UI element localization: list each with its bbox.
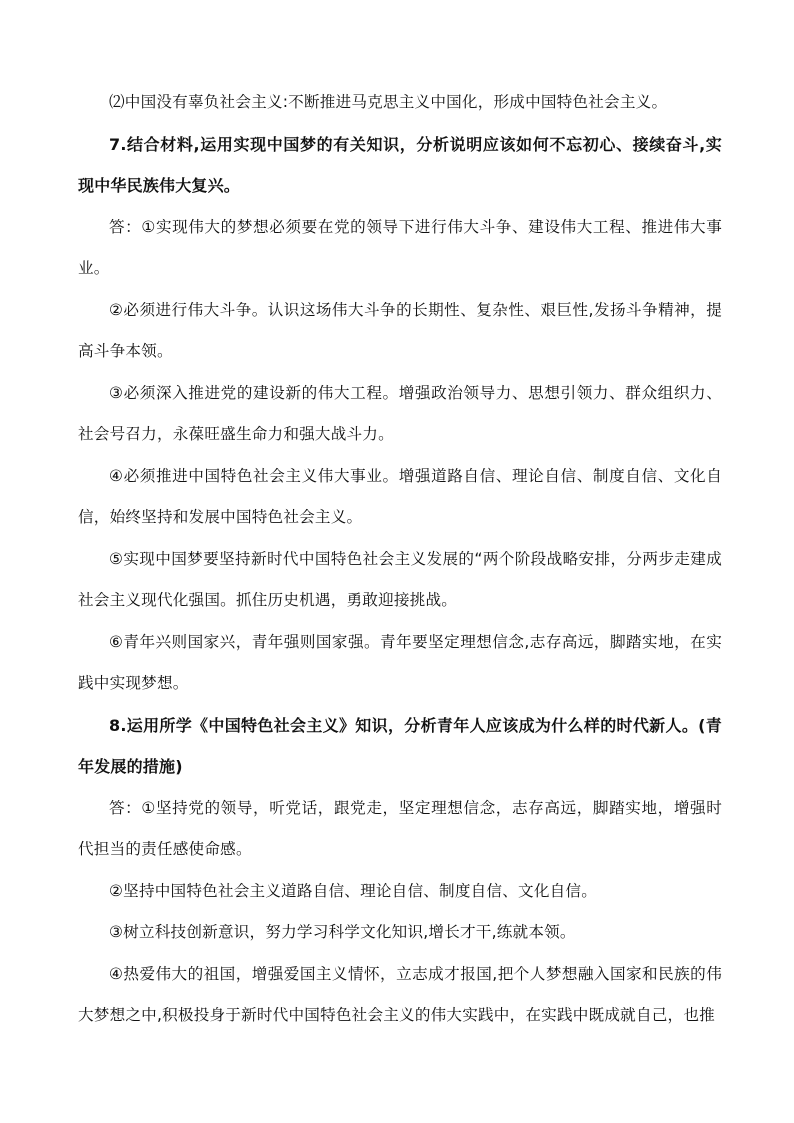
answer-paragraph: 答：①坚持党的领导，听党话，跟党走，坚定理想信念，志存高远，脚踏实地，增强时代担当的责任感使命感。 <box>78 798 722 858</box>
answer-paragraph: ②必须进行伟大斗争。认识这场伟大斗争的长期性、复杂性、艰巨性,发扬斗争精神，提高斗争本领。 <box>78 300 722 360</box>
answer-paragraph: ④热爱伟大的祖国，增强爱国主义情怀，立志成才报国,把个人梦想融入国家和民族的伟大梦想之中,积极投身于新时代中国特色社会主义的伟大实践中，在实践中既成就自己，也推 <box>78 964 722 1024</box>
document-body <box>78 82 722 1037</box>
question-8: 8.运用所学《中国特色社会主义》知识，分析青年人应该成为什么样的时代新人。(青年发展的措施) <box>78 715 722 776</box>
answer-paragraph: ③树立科技创新意识，努力学习科学文化知识,增长才干,练就本领。 <box>109 923 576 941</box>
question-7: 7.结合材料,运用实现中国梦的有关知识，分析说明应该如何不忘初心、接续奋斗,实现中华民族伟大复兴。 <box>78 134 722 195</box>
answer-paragraph: ⑥青年兴则国家兴，青年强则国家强。青年要坚定理想信念,志存高远，脚踏实地，在实践中实现梦想。 <box>78 632 722 692</box>
answer-paragraph: ⑤实现中国梦要坚持新时代中国特色社会主义发展的“两个阶段战略安排，分两步走建成社会主义现代化强国。抓住历史机遇，勇敢迎接挑战。 <box>78 549 722 609</box>
answer-paragraph: 答：①实现伟大的梦想必须要在党的领导下进行伟大斗争、建设伟大工程、推进伟大事业。 <box>78 217 722 277</box>
answer-paragraph: ②坚持中国特色社会主义道路自信、理论自信、制度自信、文化自信。 <box>109 881 597 900</box>
answer-paragraph: ④必须推进中国特色社会主义伟大事业。增强道路自信、理论自信、制度自信、文化自信，始终坚持和发展中国特色社会主义。 <box>78 466 722 526</box>
answer-paragraph: ③必须深入推进党的建设新的伟大工程。增强政治领导力、思想引领力、群众组织力、社会号召力，永葆旺盛生命力和强大战斗力。 <box>78 383 722 443</box>
answer-paragraph: ⑵中国没有辜负社会主义:不断推进马克思主义中国化，形成中国特色社会主义。 <box>109 93 668 111</box>
